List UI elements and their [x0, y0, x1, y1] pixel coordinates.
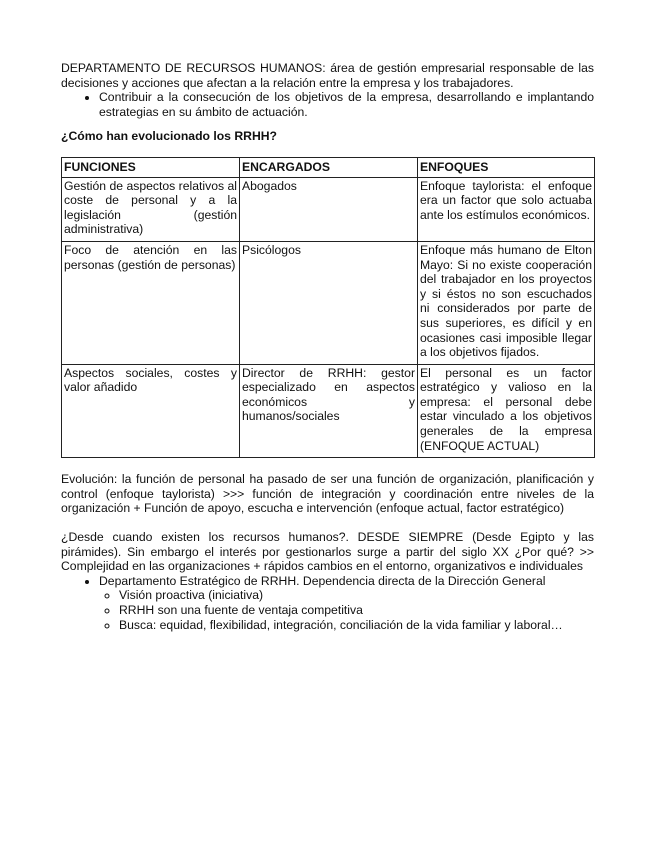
estrategico-subitem: ◦ RRHH son una fuente de ventaja competitiva [119, 603, 594, 618]
document-page [61, 61, 594, 632]
intro-bullet-list [61, 90, 594, 119]
estrategico-main: Departamento Estratégico de RRHH. Dependencia directa de la Dirección General [99, 573, 546, 588]
table-cell: Foco de atención en las personas (gestión de personas) [62, 241, 240, 364]
rrhh-definition: DEPARTAMENTO DE RECURSOS HUMANOS: área de gestión empresarial responsable de las decisiones y acciones que afectan a la relación entre la empresa y los trabajadores. [61, 61, 594, 90]
desde-paragraph: ¿Desde cuando existen los recursos humanos?. DESDE SIEMPRE (Desde Egipto y las pirámides). Sin embargo el interés por gestionarlos surge a partir del siglo XX ¿Por qué? >> Complejidad en las organizaciones + rápidos cambios en el entorno, organizativos e individuales [61, 530, 594, 574]
evolucion-paragraph: Evolución: la función de personal ha pasado de ser una función de organización, planificación y control (enfoque taylorista) >>> función de integración y coordinación entre niveles de la organización + Función de apoyo, escucha e intervención (enfoque actual, factor estratégico) [61, 472, 594, 516]
table-cell: Aspectos sociales, costes y valor añadido [62, 364, 240, 458]
header-enfoques: ENFOQUES [418, 157, 595, 177]
estrategico-item [99, 574, 594, 632]
table-header-row [62, 157, 595, 177]
header-funciones: FUNCIONES [62, 157, 240, 177]
table-row [62, 241, 595, 364]
section-heading: ¿Cómo han evolucionado los RRHH? [61, 129, 277, 144]
table-cell: Enfoque taylorista: el enfoque era un factor que solo actuaba ante los estímulos económicos. [418, 177, 595, 241]
evolution-table [61, 157, 595, 458]
table-row [62, 177, 595, 241]
intro-bullet: • Contribuir a la consecución de los objetivos de la empresa, desarrollando e implantando estrategias en su ámbito de actuación. [99, 90, 594, 119]
estrategico-sublist [99, 588, 594, 632]
table-cell: El personal es un factor estratégico y valioso en la empresa: el personal debe estar vinculado a los objetivos generales de la empresa (ENFOQUE ACTUAL) [418, 364, 595, 458]
estrategico-list [61, 574, 594, 632]
table-cell: Gestión de aspectos relativos al coste de personal y a la legislación (gestión administrativa) [62, 177, 240, 241]
table-cell: Enfoque más humano de Elton Mayo: Si no existe cooperación del trabajador en los proyectos y si éstos no son escuchados ni considerados por parte de sus superiores, es difícil y en ocasiones casi imposible llegar a los objetivos fijados. [418, 241, 595, 364]
header-encargados: ENCARGADOS [240, 157, 418, 177]
estrategico-subitem: ◦ Visión proactiva (iniciativa) [119, 588, 594, 603]
table-cell: Director de RRHH: gestor especializado en aspectos económicos y humanos/sociales [240, 364, 418, 458]
table-cell: Abogados [240, 177, 418, 241]
table-row [62, 364, 595, 458]
table-cell: Psicólogos [240, 241, 418, 364]
estrategico-subitem: ◦ Busca: equidad, flexibilidad, integración, conciliación de la vida familiar y laboral… [119, 618, 594, 633]
